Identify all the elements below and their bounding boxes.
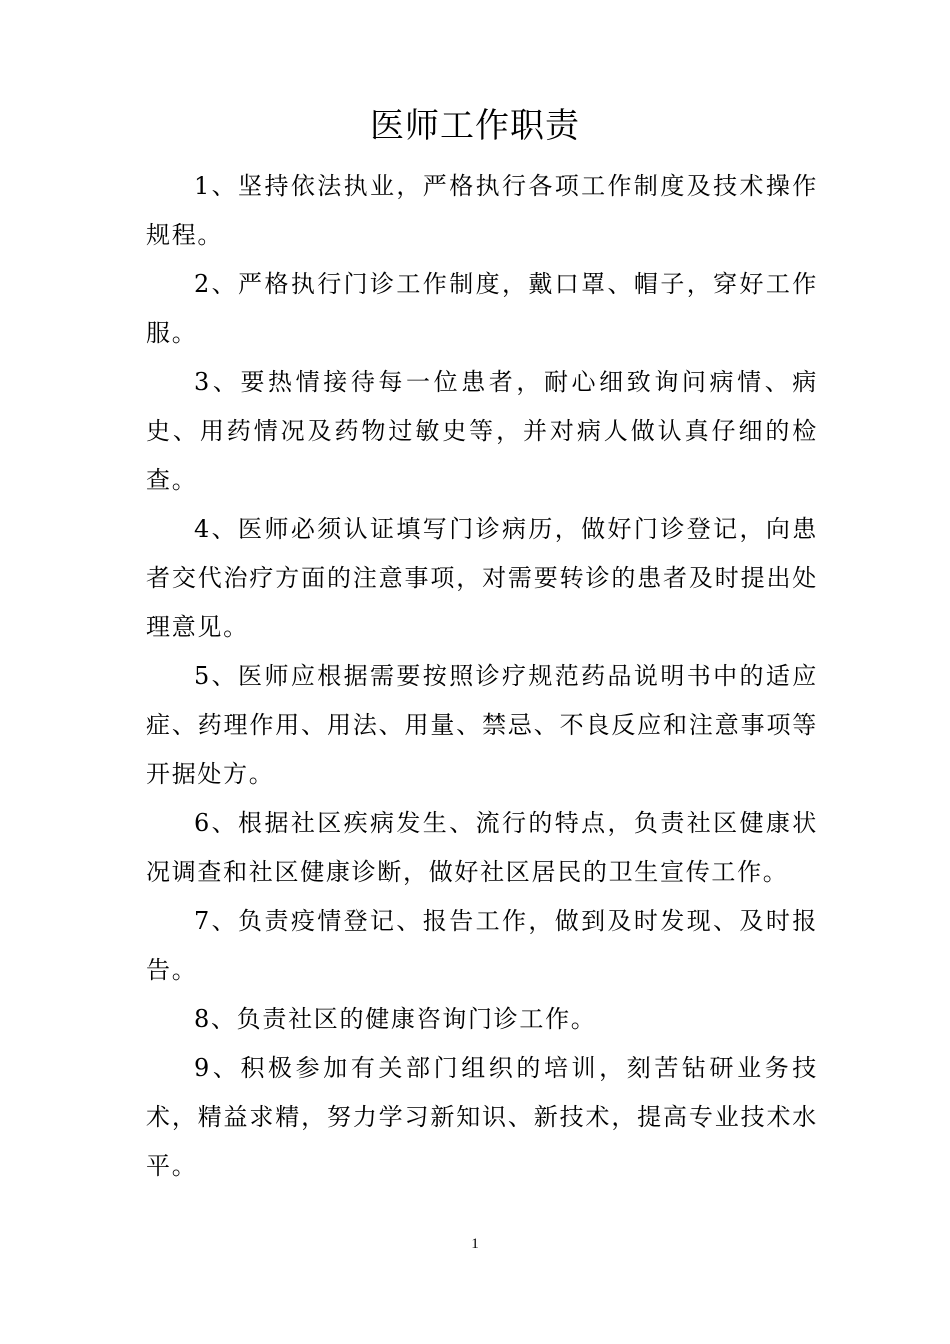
duty-item-2: 2、严格执行门诊工作制度，戴口罩、帽子，穿好工作服。 xyxy=(146,270,818,347)
document-title: 医师工作职责 xyxy=(370,106,580,146)
duty-item-1: 1、坚持依法执业，严格执行各项工作制度及技术操作规程。 xyxy=(146,172,818,249)
duty-item-6: 6、根据社区疾病发生、流行的特点，负责社区健康状况调查和社区健康诊断，做好社区居民的卫生宣传工作。 xyxy=(146,809,818,886)
duty-item-3: 3、要热情接待每一位患者，耐心细致询问病情、病史、用药情况及药物过敏史等，并对病人做认真仔细的检查。 xyxy=(146,368,818,494)
duty-item-4: 4、医师必须认证填写门诊病历，做好门诊登记，向患者交代治疗方面的注意事项，对需要转诊的患者及时提出处理意见。 xyxy=(146,515,818,641)
page-number: 1 xyxy=(471,1236,479,1252)
duty-item-5: 5、医师应根据需要按照诊疗规范药品说明书中的适应症、药理作用、用法、用量、禁忌、不良反应和注意事项等开据处方。 xyxy=(146,662,818,788)
duty-item-9: 9、积极参加有关部门组织的培训，刻苦钻研业务技术，精益求精，努力学习新知识、新技术，提高专业技术水平。 xyxy=(146,1054,818,1180)
duty-list xyxy=(146,162,818,1191)
duty-item-8: 8、负责社区的健康咨询门诊工作。 xyxy=(194,1005,597,1033)
duty-item-7: 7、负责疫情登记、报告工作，做到及时发现、及时报告。 xyxy=(146,907,818,984)
